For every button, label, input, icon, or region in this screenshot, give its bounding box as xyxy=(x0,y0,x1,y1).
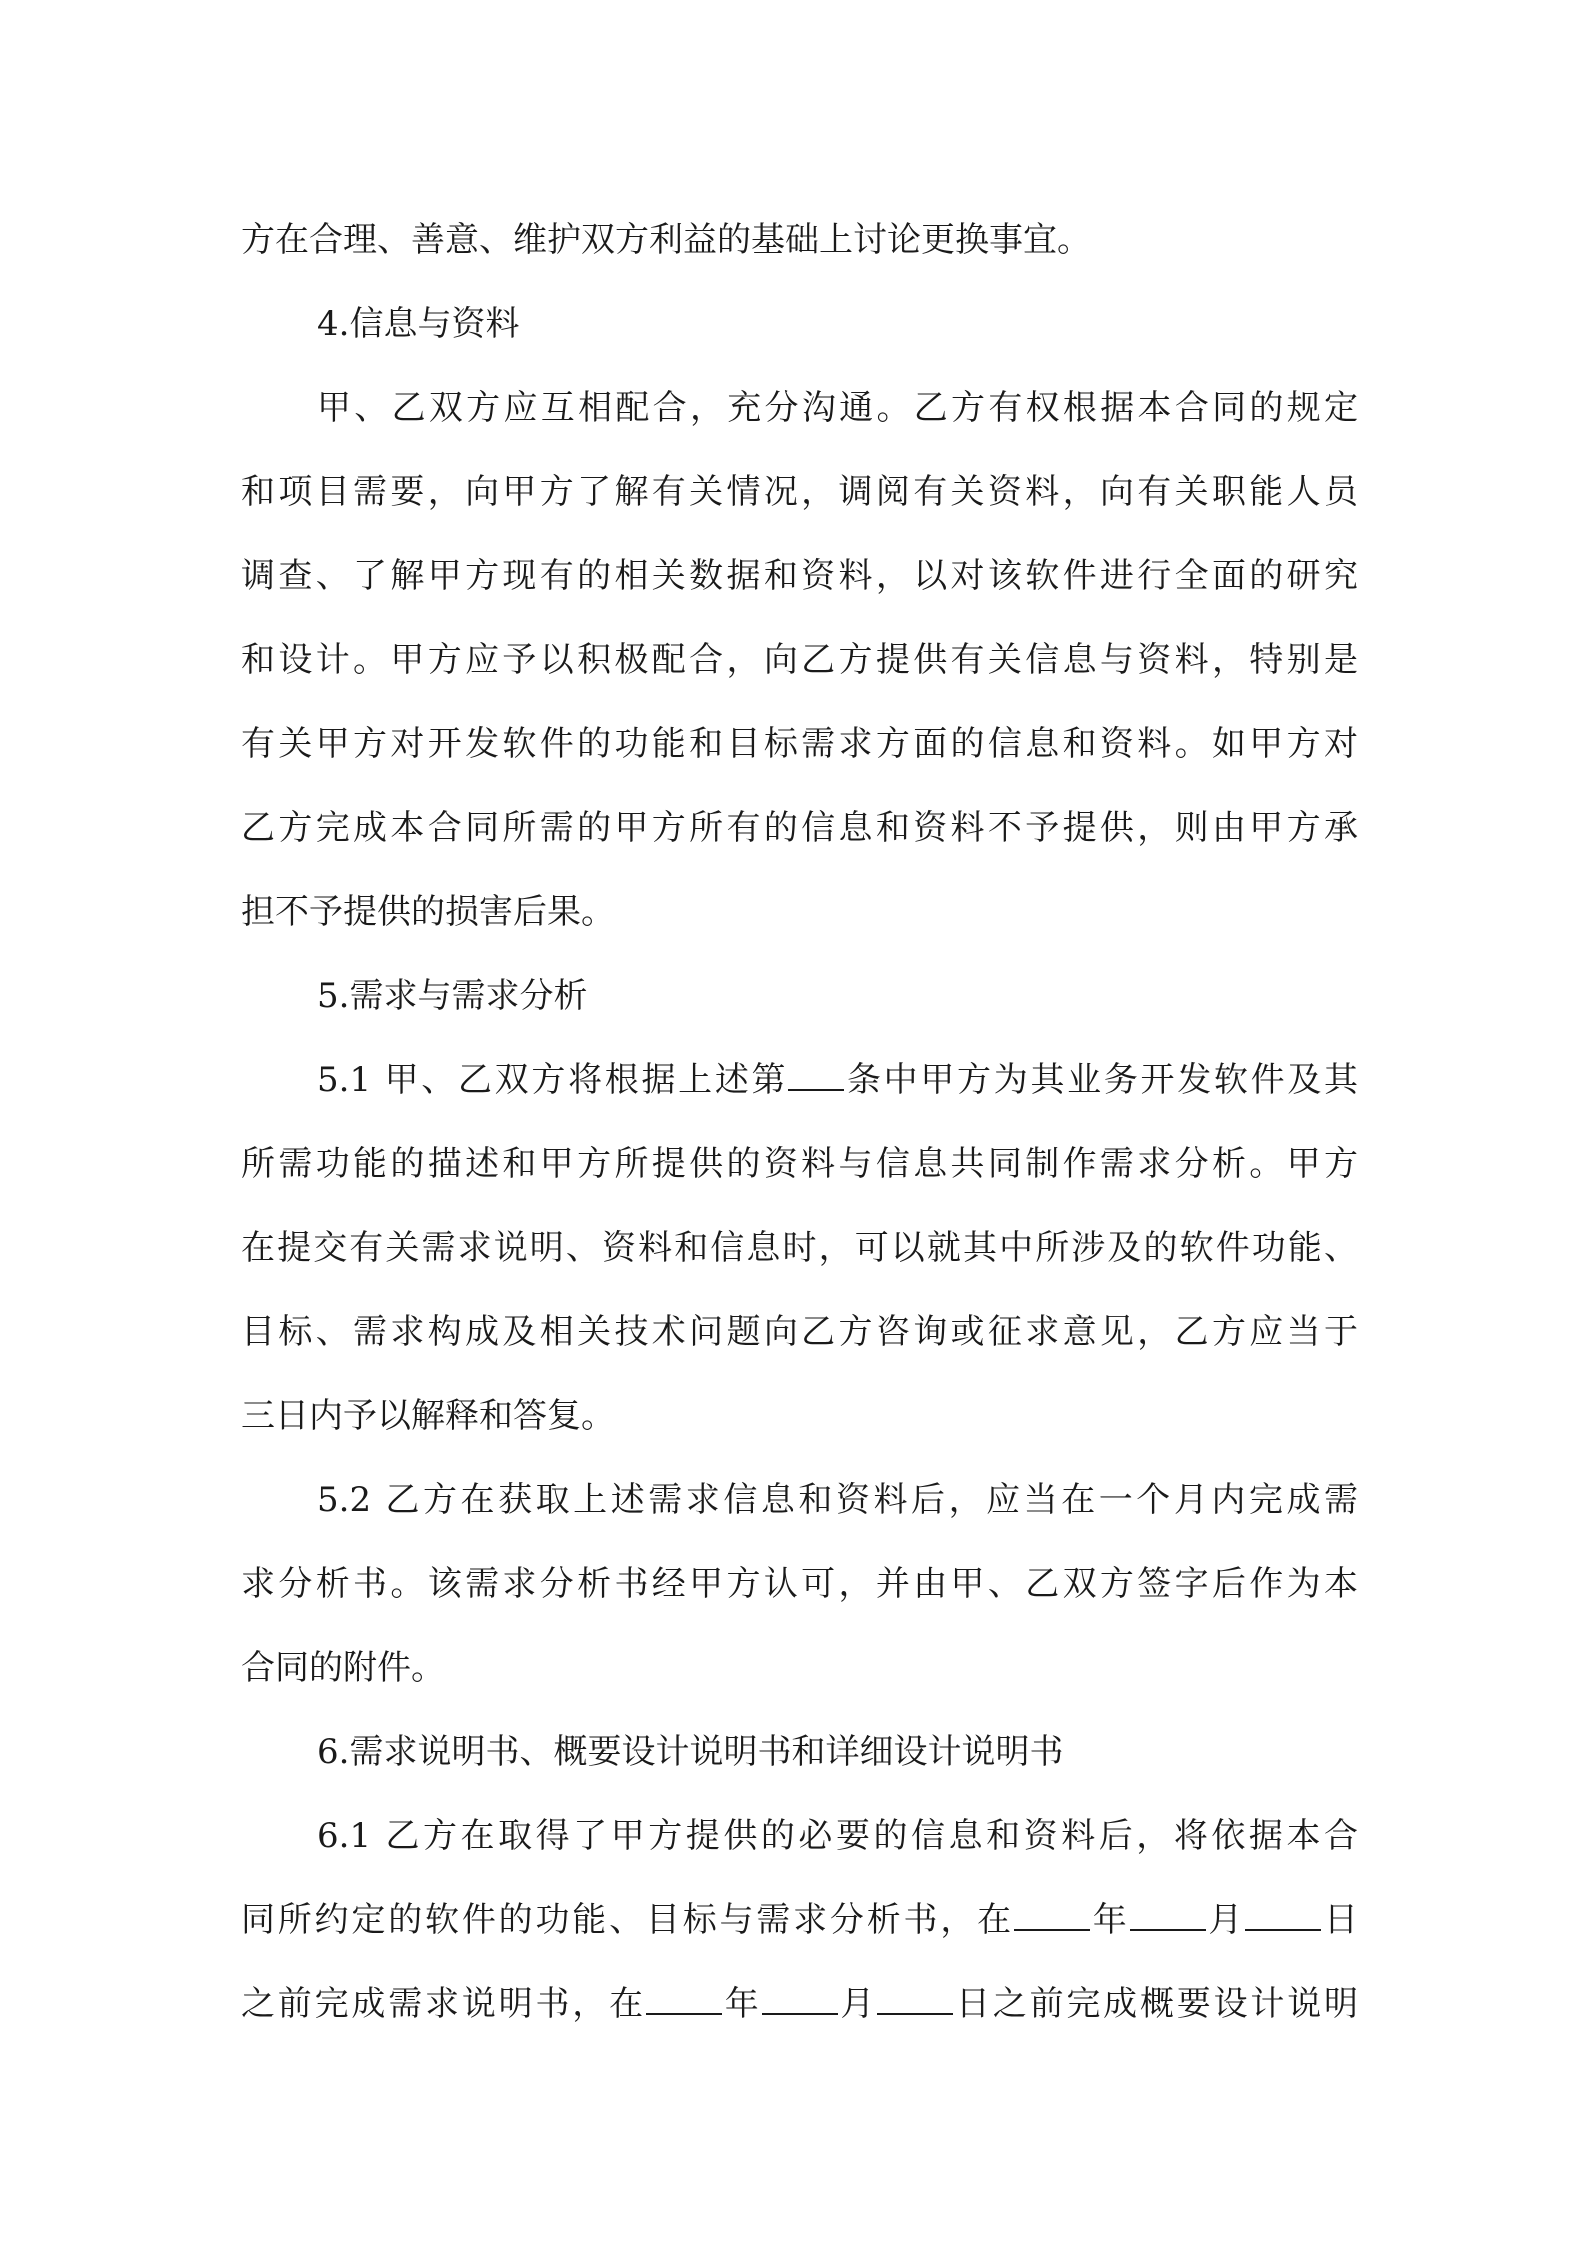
text-segment: 月 xyxy=(1205,1900,1246,1940)
text-segment: 年 xyxy=(1089,1900,1130,1940)
text-segment: 乙方在取得了甲方提供的必要的信息和资料后，将依据本合 xyxy=(385,1816,1359,1856)
text-segment: 同所约定的软件的功能、目标与需求分析书，在 xyxy=(241,1900,1014,1940)
section-heading: 4.信息与资料 xyxy=(317,304,520,344)
paragraph-line: 有关甲方对开发软件的功能和目标需求方面的信息和资料。如甲方对 xyxy=(241,724,1358,764)
fill-in-blank xyxy=(877,1987,953,2015)
paragraph-line xyxy=(241,1878,1358,1962)
text-segment: 之前完成需求说明书，在 xyxy=(241,1984,646,2024)
paragraph-line xyxy=(241,1458,1358,1542)
paragraph-line xyxy=(241,1794,1358,1878)
paragraph-line: 求分析书。该需求分析书经甲方认可，并由甲、乙双方签字后作为本 xyxy=(241,1564,1358,1604)
text-segment: 月 xyxy=(837,1984,878,2024)
section-heading: 6.需求说明书、概要设计说明书和详细设计说明书 xyxy=(317,1732,1064,1772)
text-segment: 年 xyxy=(721,1984,762,2024)
paragraph-line xyxy=(241,1962,1358,2046)
clause-number: 5.1 xyxy=(317,1060,372,1100)
text-segment: 日 xyxy=(1321,1900,1359,1940)
fill-in-blank xyxy=(646,1987,722,2015)
section-heading: 5.需求与需求分析 xyxy=(317,976,588,1016)
clause-number: 5.2 xyxy=(317,1480,372,1520)
paragraph-line: 甲、乙双方应互相配合，充分沟通。乙方有权根据本合同的规定 xyxy=(317,388,1358,428)
paragraph-line: 所需功能的描述和甲方所提供的资料与信息共同制作需求分析。甲方 xyxy=(241,1144,1358,1184)
paragraph-line: 合同的附件。 xyxy=(241,1648,445,1688)
fill-in-blank xyxy=(762,1987,838,2015)
paragraph-line: 目标、需求构成及相关技术问题向乙方咨询或征求意见，乙方应当于 xyxy=(241,1312,1358,1352)
paragraph-line: 担不予提供的损害后果。 xyxy=(241,892,615,932)
text-segment: 条中甲方为其业务开发软件及其 xyxy=(844,1060,1359,1100)
text-segment: 甲、乙双方将根据上述第 xyxy=(384,1060,789,1100)
paragraph-line: 三日内予以解释和答复。 xyxy=(241,1396,615,1436)
fill-in-blank xyxy=(1245,1903,1321,1931)
paragraph-line: 和设计。甲方应予以积极配合，向乙方提供有关信息与资料，特别是 xyxy=(241,640,1358,680)
paragraph-line xyxy=(241,1038,1358,1122)
fill-in-blank xyxy=(1130,1903,1206,1931)
fill-in-blank xyxy=(788,1063,844,1091)
paragraph-line: 和项目需要，向甲方了解有关情况，调阅有关资料，向有关职能人员 xyxy=(241,472,1358,512)
paragraph-line: 调查、了解甲方现有的相关数据和资料，以对该软件进行全面的研究 xyxy=(241,556,1358,596)
paragraph-line: 方在合理、善意、维护双方利益的基础上讨论更换事宜。 xyxy=(241,220,1091,260)
clause-number: 6.1 xyxy=(317,1816,372,1856)
paragraph-line: 乙方完成本合同所需的甲方所有的信息和资料不予提供，则由甲方承 xyxy=(241,808,1358,848)
fill-in-blank xyxy=(1014,1903,1090,1931)
text-segment: 乙方在获取上述需求信息和资料后，应当在一个月内完成需 xyxy=(385,1480,1359,1520)
document-body xyxy=(241,198,1358,2046)
text-segment: 日之前完成概要设计说明 xyxy=(953,1984,1359,2024)
paragraph-line: 在提交有关需求说明、资料和信息时，可以就其中所涉及的软件功能、 xyxy=(241,1228,1358,1268)
